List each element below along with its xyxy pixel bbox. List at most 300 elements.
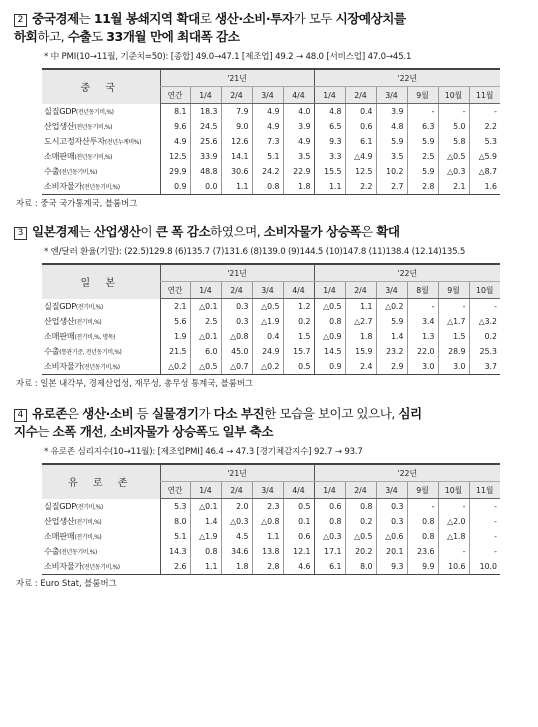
table-header-years xyxy=(42,264,500,282)
table-cell: - xyxy=(469,104,500,120)
period-header: 11월 xyxy=(469,87,500,104)
table-cell: 23.2 xyxy=(376,344,407,359)
table-cell: 0.3 xyxy=(221,314,252,329)
table-cell: 6.5 xyxy=(314,119,345,134)
table-cell: 0.6 xyxy=(345,119,376,134)
heading-text: 도 xyxy=(91,29,107,44)
table-cell: - xyxy=(407,299,438,315)
table-cell: 2.4 xyxy=(345,359,376,375)
heading-text: 하고, xyxy=(37,29,68,44)
table-cell: 48.8 xyxy=(190,164,221,179)
data-table xyxy=(42,263,500,375)
heading-text: 등 xyxy=(133,406,152,421)
table-region-label: 일 본 xyxy=(42,264,160,299)
table-cell: 9.3 xyxy=(314,134,345,149)
period-header: 3/4 xyxy=(252,87,283,104)
section-heading-continued xyxy=(14,423,526,441)
table-cell: 24.5 xyxy=(190,119,221,134)
table-cell: 1.5 xyxy=(438,329,469,344)
table-cell: 1.1 xyxy=(252,529,283,544)
table-row xyxy=(42,344,500,359)
table-cell: 12.5 xyxy=(160,149,190,164)
row-name: 실질GDP xyxy=(44,105,76,116)
heading-text: 하였으며, xyxy=(210,224,264,239)
table-cell: △0.2 xyxy=(376,299,407,315)
table-cell: 24.9 xyxy=(252,344,283,359)
period-header: 2/4 xyxy=(345,87,376,104)
table-cell: △1.9 xyxy=(252,314,283,329)
table-cell: 2.1 xyxy=(438,179,469,195)
table-cell: 23.6 xyxy=(407,544,438,559)
table-cell: △0.5 xyxy=(345,529,376,544)
heading-text: 한 모습을 보이고 있으나, xyxy=(264,406,399,421)
table-cell: 10.6 xyxy=(438,559,469,575)
row-name: 소비자물가 xyxy=(44,561,83,571)
section-heading xyxy=(14,223,526,241)
table-cell: △2.7 xyxy=(345,314,376,329)
table-cell: 0.1 xyxy=(283,514,314,529)
table-cell: △2.0 xyxy=(438,514,469,529)
table-cell: 1.1 xyxy=(345,299,376,315)
table-cell: 9.3 xyxy=(376,559,407,575)
table-cell: △0.3 xyxy=(438,164,469,179)
table-cell: △0.7 xyxy=(221,359,252,375)
heading-text: 가 xyxy=(198,406,214,421)
table-cell: △3.2 xyxy=(469,314,500,329)
table-cell: 6.3 xyxy=(407,119,438,134)
period-header: 10월 xyxy=(469,282,500,299)
table-cell: 1.2 xyxy=(283,299,314,315)
indicator-note: * 유로존 심리지수(10→11월): [제조업PMI] 46.4 → 47.3 [경기체감지수] 92.7 → 93.7 xyxy=(44,447,363,457)
table-source: 자료 : Euro Stat, 블룸버그 xyxy=(16,578,117,588)
table-cell: 14.3 xyxy=(160,544,190,559)
table-cell: 1.5 xyxy=(283,329,314,344)
row-name: 소매판매 xyxy=(44,151,75,161)
table-cell: 34.6 xyxy=(221,544,252,559)
table-cell: 24.2 xyxy=(252,164,283,179)
year-group-header: '21년 xyxy=(160,464,314,482)
table-cell: 8.1 xyxy=(160,104,190,120)
table-cell: 4.9 xyxy=(283,134,314,149)
table-cell: 0.8 xyxy=(190,544,221,559)
table-cell: 0.5 xyxy=(283,359,314,375)
table-cell: 0.6 xyxy=(283,529,314,544)
table-cell: 14.5 xyxy=(314,344,345,359)
year-group-header: '22년 xyxy=(314,464,500,482)
table-cell: 2.5 xyxy=(190,314,221,329)
row-unit: (전년동기비,%) xyxy=(59,549,97,556)
heading-text: 중국경제 xyxy=(32,11,79,26)
table-cell: 33.9 xyxy=(190,149,221,164)
table-cell: 2.8 xyxy=(407,179,438,195)
table-cell: 3.4 xyxy=(407,314,438,329)
row-name: 실질GDP xyxy=(44,300,76,311)
table-cell: 0.8 xyxy=(407,529,438,544)
period-header: 9월 xyxy=(438,282,469,299)
row-name: 수출 xyxy=(44,346,60,356)
section-heading xyxy=(14,10,526,28)
table-cell: 5.8 xyxy=(438,134,469,149)
table-cell: 1.8 xyxy=(345,329,376,344)
table-cell: 1.8 xyxy=(283,179,314,195)
table-cell: 2.0 xyxy=(221,499,252,515)
table-cell: - xyxy=(407,499,438,515)
table-row xyxy=(42,499,500,515)
row-unit: (전년동기비,%) xyxy=(82,364,120,371)
table-cell: △0.5 xyxy=(252,299,283,315)
table-cell: 0.8 xyxy=(345,499,376,515)
table-cell: △0.3 xyxy=(314,529,345,544)
heading-text: 산업생산 xyxy=(93,224,141,239)
row-unit: (전년동기비,%) xyxy=(59,169,97,176)
table-cell: 0.8 xyxy=(314,514,345,529)
table-cell: 5.3 xyxy=(469,134,500,149)
row-unit: (전기비,%, 명목) xyxy=(74,334,116,341)
period-header: 8월 xyxy=(407,282,438,299)
table-cell: △1.9 xyxy=(190,529,221,544)
table-cell: 1.3 xyxy=(407,329,438,344)
table-cell: 18.3 xyxy=(190,104,221,120)
row-label xyxy=(42,359,160,375)
table-cell: 20.1 xyxy=(376,544,407,559)
table-cell: 13.8 xyxy=(252,544,283,559)
table-cell: 15.9 xyxy=(345,344,376,359)
table-cell: 1.8 xyxy=(221,559,252,575)
table-cell: 3.0 xyxy=(438,359,469,375)
row-name: 도시고정자산투자 xyxy=(44,136,105,146)
table-cell: △0.5 xyxy=(190,359,221,375)
heading-text: 도 xyxy=(207,424,223,439)
table-cell: 4.9 xyxy=(160,134,190,149)
table-cell: 4.0 xyxy=(283,104,314,120)
table-cell: - xyxy=(469,514,500,529)
period-header: 10월 xyxy=(438,87,469,104)
table-cell: 9.9 xyxy=(407,559,438,575)
table-cell: 0.9 xyxy=(314,359,345,375)
indicator-note: * 中 PMI(10→11월, 기준치=50): [종합] 49.0→47.1 [제조업] 49.2 → 48.0 [서비스업] 47.0→45.1 xyxy=(44,52,412,62)
table-cell: 5.1 xyxy=(160,529,190,544)
table-cell: 4.8 xyxy=(376,119,407,134)
table-source: 자료 : 일본 내각부, 경제산업성, 재무성, 총무성 통계국, 블룸버그 xyxy=(16,378,254,388)
table-cell: 10.0 xyxy=(469,559,500,575)
row-label xyxy=(42,179,160,195)
table-cell: △0.6 xyxy=(376,529,407,544)
heading-text: 는 xyxy=(78,224,94,239)
table-cell: 8.0 xyxy=(345,559,376,575)
period-header: 1/4 xyxy=(314,87,345,104)
table-cell: △0.8 xyxy=(252,514,283,529)
period-header: 2/4 xyxy=(221,87,252,104)
table-cell: 1.9 xyxy=(160,329,190,344)
heading-text: 로 xyxy=(199,11,215,26)
row-name: 소매판매 xyxy=(44,531,75,541)
table-cell: 25.3 xyxy=(469,344,500,359)
period-header: 1/4 xyxy=(190,482,221,499)
table-cell: 0.8 xyxy=(314,314,345,329)
table-cell: 1.6 xyxy=(469,179,500,195)
table-cell: 9.0 xyxy=(221,119,252,134)
indicator-note: * 엔/달러 환율(기말): (22.5)129.8 (6)135.7 (7)131.6 (8)139.0 (9)144.5 (10)147.8 (11)138.4 (12.14)135.5 xyxy=(44,247,466,257)
table-cell: - xyxy=(438,499,469,515)
table-header-years xyxy=(42,69,500,87)
row-label xyxy=(42,299,160,315)
table-cell: 0.0 xyxy=(190,179,221,195)
data-table xyxy=(42,68,500,195)
table-cell: 3.9 xyxy=(376,104,407,120)
table-cell: 5.6 xyxy=(160,314,190,329)
heading-text: 가 모두 xyxy=(293,11,336,26)
period-header: 4/4 xyxy=(283,482,314,499)
table-cell: - xyxy=(469,529,500,544)
row-label xyxy=(42,104,160,120)
table-row xyxy=(42,179,500,195)
table-cell: 21.5 xyxy=(160,344,190,359)
heading-text: 소폭 개선 xyxy=(52,424,104,439)
table-cell: 7.3 xyxy=(252,134,283,149)
row-name: 산업생산 xyxy=(44,121,75,131)
section-number-box: 3 xyxy=(14,227,27,240)
table-cell: 0.2 xyxy=(345,514,376,529)
year-group-header: '22년 xyxy=(314,69,500,87)
table-row xyxy=(42,529,500,544)
row-unit: (전년동기비,%) xyxy=(74,124,113,131)
table-cell: 25.6 xyxy=(190,134,221,149)
table-cell: 22.0 xyxy=(407,344,438,359)
table-cell: 0.2 xyxy=(469,329,500,344)
data-table xyxy=(42,463,500,575)
period-header: 4/4 xyxy=(283,282,314,299)
table-row xyxy=(42,514,500,529)
row-label xyxy=(42,529,160,544)
row-unit: (전년동기비,%) xyxy=(75,108,114,116)
table-cell: 3.7 xyxy=(469,359,500,375)
row-unit: (전기비,%) xyxy=(74,319,102,326)
heading-text: 심리 xyxy=(398,406,422,421)
table-cell: 5.9 xyxy=(407,134,438,149)
table-row xyxy=(42,329,500,344)
table-row xyxy=(42,544,500,559)
table-cell: 7.9 xyxy=(221,104,252,120)
table-cell: 4.5 xyxy=(221,529,252,544)
period-header: 3/4 xyxy=(376,282,407,299)
row-unit: (전기비,%) xyxy=(74,519,102,526)
period-header: 2/4 xyxy=(345,282,376,299)
table-cell: △8.7 xyxy=(469,164,500,179)
table-cell: △0.5 xyxy=(314,299,345,315)
row-label xyxy=(42,119,160,134)
heading-text: 소비자물가 상승폭 xyxy=(110,424,208,439)
table-cell: 6.1 xyxy=(314,559,345,575)
table-cell: - xyxy=(469,544,500,559)
section-3 xyxy=(14,223,526,389)
table-cell: 2.9 xyxy=(376,359,407,375)
period-header: 2/4 xyxy=(221,482,252,499)
table-cell: 2.5 xyxy=(407,149,438,164)
table-cell: 2.7 xyxy=(376,179,407,195)
table-cell: △0.5 xyxy=(438,149,469,164)
period-header: 2/4 xyxy=(221,282,252,299)
table-cell: △0.1 xyxy=(190,499,221,515)
table-cell: 4.6 xyxy=(283,559,314,575)
row-label xyxy=(42,344,160,359)
table-cell: 2.2 xyxy=(345,179,376,195)
sections-container xyxy=(14,10,526,589)
row-label xyxy=(42,559,160,575)
section-number-box: 4 xyxy=(14,409,27,422)
table-cell: - xyxy=(469,299,500,315)
row-unit: (전년동기비,%) xyxy=(82,564,120,571)
heading-text: 실물경기 xyxy=(151,406,199,421)
table-cell: 0.4 xyxy=(252,329,283,344)
heading-text: 시장예상치를 xyxy=(335,11,406,26)
table-cell: 8.0 xyxy=(160,514,190,529)
section-number-box: 2 xyxy=(14,14,27,27)
period-header: 연간 xyxy=(160,282,190,299)
period-header: 3/4 xyxy=(252,282,283,299)
year-group-header: '21년 xyxy=(160,69,314,87)
table-row xyxy=(42,314,500,329)
table-cell: 14.1 xyxy=(221,149,252,164)
heading-text: 일본경제 xyxy=(32,224,79,239)
row-unit: (전년동기비,%) xyxy=(74,154,113,161)
table-header-years xyxy=(42,464,500,482)
period-header: 3/4 xyxy=(376,87,407,104)
table-cell: - xyxy=(438,299,469,315)
table-cell: 3.9 xyxy=(283,119,314,134)
heading-text: 하회 xyxy=(14,29,38,44)
table-cell: 1.4 xyxy=(190,514,221,529)
table-cell: 30.6 xyxy=(221,164,252,179)
table-cell: 0.6 xyxy=(314,499,345,515)
table-cell: 5.0 xyxy=(438,119,469,134)
row-unit: (전기비,%) xyxy=(75,303,103,311)
period-header: 2/4 xyxy=(345,482,376,499)
table-cell: 4.8 xyxy=(314,104,345,120)
heading-text: 큰 폭 감소 xyxy=(155,224,211,239)
table-cell: - xyxy=(438,544,469,559)
heading-text: 확대 xyxy=(376,224,400,239)
period-header: 3/4 xyxy=(376,482,407,499)
table-cell: 5.1 xyxy=(252,149,283,164)
table-cell: 1.4 xyxy=(376,329,407,344)
year-group-header: '21년 xyxy=(160,264,314,282)
period-header: 4/4 xyxy=(283,87,314,104)
row-unit: (전년누계비%) xyxy=(104,139,142,146)
table-cell: △5.9 xyxy=(469,149,500,164)
row-label xyxy=(42,164,160,179)
period-header: 1/4 xyxy=(190,282,221,299)
table-cell: 15.7 xyxy=(283,344,314,359)
table-cell: 45.0 xyxy=(221,344,252,359)
table-cell: △1.7 xyxy=(438,314,469,329)
row-name: 산업생산 xyxy=(44,516,75,526)
period-header: 연간 xyxy=(160,87,190,104)
row-unit: (통관기준, 전년동기비,%) xyxy=(59,349,122,356)
row-label xyxy=(42,544,160,559)
table-cell: 2.6 xyxy=(160,559,190,575)
table-cell: - xyxy=(407,104,438,120)
table-cell: 28.9 xyxy=(438,344,469,359)
period-header: 10월 xyxy=(438,482,469,499)
table-cell: 2.2 xyxy=(469,119,500,134)
table-cell: 0.8 xyxy=(252,179,283,195)
row-name: 소비자물가 xyxy=(44,361,83,371)
period-header: 1/4 xyxy=(314,282,345,299)
table-cell: - xyxy=(469,499,500,515)
table-cell: 29.9 xyxy=(160,164,190,179)
table-cell: 12.5 xyxy=(345,164,376,179)
period-header: 3/4 xyxy=(252,482,283,499)
row-label xyxy=(42,314,160,329)
table-row xyxy=(42,559,500,575)
table-cell: 0.3 xyxy=(376,499,407,515)
heading-text: 유로존 xyxy=(32,406,67,421)
table-cell: 1.1 xyxy=(314,179,345,195)
year-group-header: '22년 xyxy=(314,264,500,282)
table-cell: 10.2 xyxy=(376,164,407,179)
table-cell: △4.9 xyxy=(345,149,376,164)
table-cell: △0.9 xyxy=(314,329,345,344)
section-heading xyxy=(14,405,526,423)
row-name: 소매판매 xyxy=(44,331,75,341)
table-cell: 5.9 xyxy=(407,164,438,179)
table-cell: 12.1 xyxy=(283,544,314,559)
table-cell: 5.3 xyxy=(160,499,190,515)
table-cell: 3.0 xyxy=(407,359,438,375)
row-label xyxy=(42,134,160,149)
table-cell: △0.2 xyxy=(160,359,190,375)
table-cell: △0.2 xyxy=(252,359,283,375)
table-row xyxy=(42,119,500,134)
table-region-label: 중 국 xyxy=(42,69,160,104)
table-cell: 15.5 xyxy=(314,164,345,179)
heading-text: 일부 축소 xyxy=(222,424,274,439)
table-cell: 0.5 xyxy=(283,499,314,515)
row-name: 수출 xyxy=(44,166,60,176)
period-header: 1/4 xyxy=(314,482,345,499)
table-source: 자료 : 중국 국가통계국, 블룸버그 xyxy=(16,198,138,208)
row-unit: (전기비,%) xyxy=(75,503,103,511)
period-header: 11월 xyxy=(469,482,500,499)
row-label xyxy=(42,329,160,344)
table-cell: 6.0 xyxy=(190,344,221,359)
heading-text: 생산·소비 xyxy=(82,406,134,421)
table-row xyxy=(42,149,500,164)
table-cell: △0.3 xyxy=(221,514,252,529)
row-label xyxy=(42,514,160,529)
period-header: 1/4 xyxy=(190,87,221,104)
period-header: 9월 xyxy=(407,482,438,499)
table-row xyxy=(42,359,500,375)
table-cell: △0.1 xyxy=(190,299,221,315)
table-cell: - xyxy=(438,104,469,120)
heading-text: 수출 xyxy=(67,29,92,44)
section-heading-continued xyxy=(14,28,526,46)
heading-text: 는 xyxy=(78,11,94,26)
table-cell: 6.1 xyxy=(345,134,376,149)
row-name: 산업생산 xyxy=(44,316,75,326)
table-cell: 20.2 xyxy=(345,544,376,559)
section-2 xyxy=(14,10,526,209)
row-label xyxy=(42,149,160,164)
heading-text: 다소 부진 xyxy=(213,406,265,421)
row-label xyxy=(42,499,160,515)
table-row xyxy=(42,299,500,315)
table-cell: 1.1 xyxy=(221,179,252,195)
table-cell: 4.9 xyxy=(252,104,283,120)
table-cell: 0.3 xyxy=(221,299,252,315)
heading-text: 는 xyxy=(37,424,53,439)
